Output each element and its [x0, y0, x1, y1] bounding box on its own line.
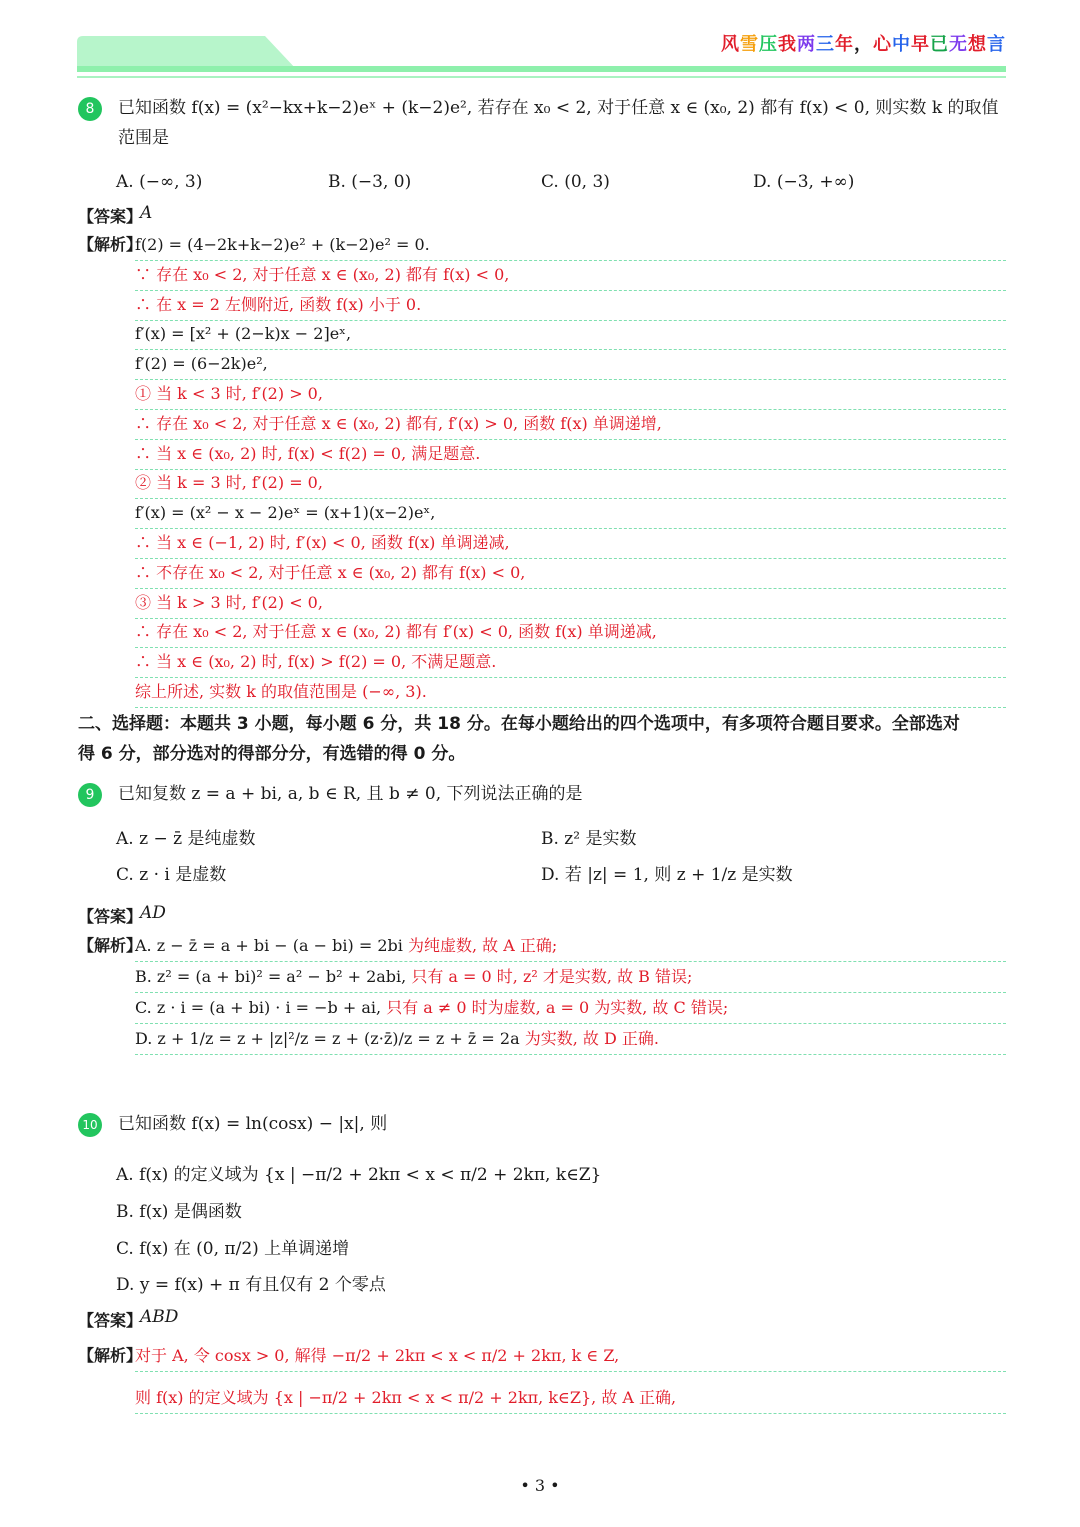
option-a: A. z − z̄ 是纯虚数 — [116, 829, 256, 849]
motto-char: 中 — [892, 34, 911, 55]
option-c: C. (0, 3) — [541, 172, 610, 192]
solution-text: ∵ 存在 x₀ < 2, 对于任意 x ∈ (x₀, 2) 都有 f(x) < 0, — [135, 264, 510, 284]
question-10 — [78, 1109, 116, 1139]
question-text: 已知函数 f(x) = (x²−kx+k−2)eˣ + (k−2)e², 若存在 x₀ < 2, 对于任意 x ∈ (x₀, 2) 都有 f(x) < 0, 则实数 k 的取值范围是 — [118, 98, 999, 148]
solution-text: 对于 A, 令 cosx > 0, 解得 −π/2 + 2kπ < x < π/2 + 2kπ, k ∈ Z, — [135, 1346, 620, 1365]
header-motto — [721, 30, 1006, 56]
motto-char: 早 — [911, 34, 930, 55]
solution-line — [135, 468, 1006, 499]
solution-text: 为纯虚数, 故 A 正确; — [407, 936, 558, 955]
solution-text: f′(x) = [x² + (2−k)x − 2]eˣ, — [135, 324, 352, 344]
solution-text: ② 当 k = 3 时, f′(2) = 0, — [135, 473, 323, 493]
solution-text: A. z − z̄ = a + bi − (a − bi) = 2bi — [135, 936, 408, 955]
solution-line — [135, 498, 1006, 529]
option-a: A. (−∞, 3) — [116, 172, 203, 192]
question-number-badge: 10 — [78, 1113, 102, 1137]
solution-line — [135, 409, 1006, 440]
solution-line — [135, 349, 1006, 380]
answer-value: AD — [140, 903, 166, 923]
motto-char: ， — [854, 34, 873, 55]
header-line — [77, 76, 1006, 78]
solution-text: 为实数, 故 D 正确. — [524, 1029, 659, 1048]
answer-value: ABD — [140, 1307, 179, 1327]
solution-line — [135, 647, 1006, 678]
option-b: B. (−3, 0) — [328, 172, 412, 192]
header-bar — [77, 66, 1006, 72]
answer-label: 【答案】 — [78, 1311, 143, 1330]
solution-line — [135, 677, 1006, 708]
solution-text: B. z² = (a + bi)² = a² − b² + 2abi, — [135, 967, 412, 986]
motto-char: 言 — [987, 34, 1006, 55]
option-c: C. z · i 是虚数 — [116, 865, 227, 885]
solution-text: ∴ 当 x ∈ (x₀, 2) 时, f(x) < f(2) = 0, 满足题意. — [135, 443, 481, 463]
question-number-badge: 8 — [78, 97, 102, 121]
solution-line — [135, 230, 1006, 261]
motto-char: 心 — [873, 34, 892, 55]
motto-char: 两 — [797, 34, 816, 55]
section-heading-line: 二、选择题：本题共 3 小题，每小题 6 分，共 18 分。在每小题给出的四个选项中，有多项符合题目要求。全部选对 — [78, 714, 960, 734]
solution-block — [78, 230, 1006, 710]
solution-text: ∴ 在 x = 2 左侧附近, 函数 f(x) 小于 0. — [135, 294, 422, 314]
question-text: 已知函数 f(x) = ln(cosx) − |x|, 则 — [118, 1114, 388, 1134]
solution-line — [135, 379, 1006, 410]
solution-label: 【解析】 — [78, 235, 143, 254]
solution-text: ③ 当 k > 3 时, f′(2) < 0, — [135, 592, 323, 612]
question-9 — [78, 779, 116, 809]
solution-text: f′(2) = (6−2k)e², — [135, 354, 268, 374]
motto-char: 压 — [759, 34, 778, 55]
solution-line — [135, 588, 1006, 619]
section-heading — [78, 709, 1006, 769]
solution-text: D. z + 1/z = z + |z|²/z = z + (z·z̄)/z = z + z̄ = 2a — [135, 1029, 525, 1048]
header-tab-decoration — [77, 36, 297, 70]
solution-line — [135, 439, 1006, 470]
solution-line — [135, 528, 1006, 559]
motto-char: 无 — [949, 34, 968, 55]
motto-char: 三 — [816, 34, 835, 55]
solution-text: C. z · i = (a + bi) · i = −b + ai, — [135, 998, 387, 1017]
solution-label: 【解析】 — [78, 936, 143, 955]
option-d: D. (−3, +∞) — [753, 172, 855, 192]
solution-line — [135, 617, 1006, 648]
question-number-badge: 9 — [78, 783, 102, 807]
solution-text: ∴ 当 x ∈ (−1, 2) 时, f′(x) < 0, 函数 f(x) 单调递减, — [135, 533, 510, 552]
section-heading-line: 得 6 分，部分选对的得部分分，有选错的得 0 分。 — [78, 744, 466, 764]
solution-text: ∴ 存在 x₀ < 2, 对于任意 x ∈ (x₀, 2) 都有 f′(x) < 0, 函数 f(x) 单调递减, — [135, 622, 657, 642]
solution-line — [135, 1383, 1006, 1414]
answer-label: 【答案】 — [78, 907, 143, 926]
solution-line — [135, 993, 1006, 1024]
option-b: B. f(x) 是偶函数 — [116, 1202, 242, 1222]
motto-char: 风 — [721, 34, 740, 55]
solution-line — [135, 319, 1006, 350]
solution-line — [135, 558, 1006, 589]
solution-label: 【解析】 — [78, 1346, 143, 1365]
option-d: D. 若 |z| = 1, 则 z + 1/z 是实数 — [541, 865, 793, 885]
solution-block — [78, 931, 1006, 1081]
solution-text: f′(x) = (x² − x − 2)eˣ = (x+1)(x−2)eˣ, — [135, 503, 436, 523]
solution-line — [135, 931, 1006, 962]
solution-line — [135, 962, 1006, 993]
question-8 — [78, 93, 116, 123]
solution-text: ∴ 不存在 x₀ < 2, 对于任意 x ∈ (x₀, 2) 都有 f(x) < 0, — [135, 562, 526, 582]
solution-text: f(2) = (4−2k+k−2)e² + (k−2)e² = 0. — [135, 235, 430, 254]
solution-line — [135, 290, 1006, 321]
option-b: B. z² 是实数 — [541, 829, 637, 849]
solution-line — [135, 1024, 1006, 1055]
motto-char: 已 — [930, 34, 949, 55]
motto-char: 我 — [778, 34, 797, 55]
solution-text: ① 当 k < 3 时, f′(2) > 0, — [135, 384, 323, 403]
solution-text: ∴ 当 x ∈ (x₀, 2) 时, f(x) > f(2) = 0, 不满足题意. — [135, 652, 497, 672]
option-a: A. f(x) 的定义域为 {x | −π/2 + 2kπ < x < π/2 + 2kπ, k∈Z} — [116, 1165, 602, 1185]
answer-value: A — [140, 203, 153, 223]
solution-block — [78, 1341, 1006, 1431]
solution-line — [135, 260, 1006, 291]
solution-text: 只有 a = 0 时, z² 才是实数, 故 B 错误; — [411, 967, 693, 986]
solution-text: 综上所述, 实数 k 的取值范围是 (−∞, 3). — [135, 682, 427, 701]
solution-text: 只有 a ≠ 0 时为虚数, a = 0 为实数, 故 C 错误; — [386, 998, 729, 1017]
option-d: D. y = f(x) + π 有且仅有 2 个零点 — [116, 1275, 386, 1295]
solution-text: ∴ 存在 x₀ < 2, 对于任意 x ∈ (x₀, 2) 都有, f′(x) > 0, 函数 f(x) 单调递增, — [135, 413, 662, 433]
option-c: C. f(x) 在 (0, π/2) 上单调递增 — [116, 1239, 350, 1259]
answer-label: 【答案】 — [78, 207, 143, 226]
motto-char: 雪 — [740, 34, 759, 55]
solution-text: 则 f(x) 的定义域为 {x | −π/2 + 2kπ < x < π/2 + 2kπ, k∈Z}, 故 A 正确, — [135, 1388, 677, 1407]
motto-char: 年 — [835, 34, 854, 55]
motto-char: 想 — [968, 34, 987, 55]
page-number: • 3 • — [520, 1476, 560, 1495]
solution-line — [135, 1341, 1006, 1372]
question-text: 已知复数 z = a + bi, a, b ∈ R, 且 b ≠ 0, 下列说法正确的是 — [118, 784, 583, 804]
